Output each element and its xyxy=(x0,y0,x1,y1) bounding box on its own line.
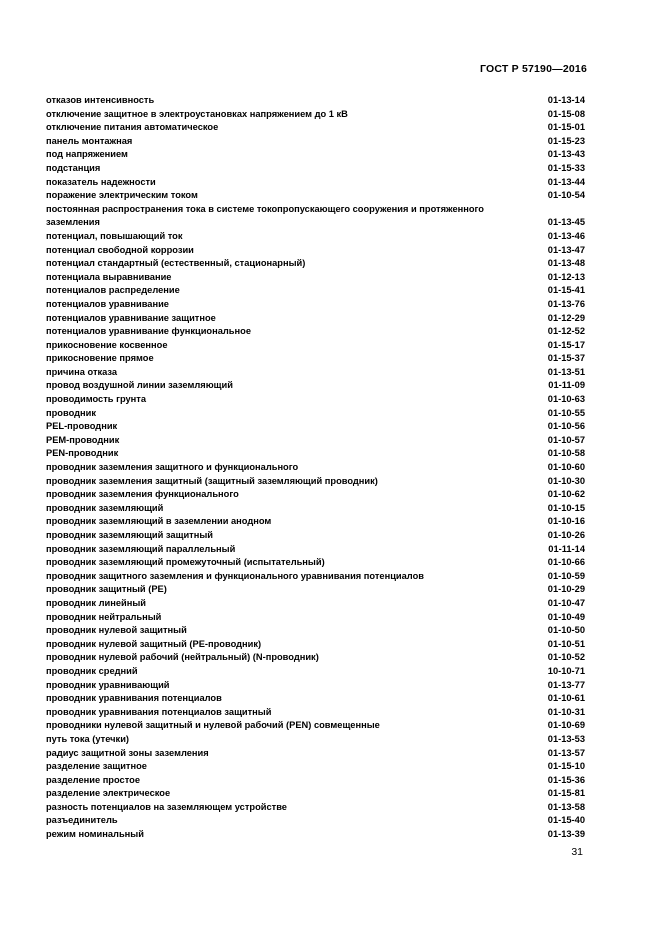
index-term: разделение электрическое xyxy=(46,788,171,799)
index-term: проводимость грунта xyxy=(46,394,147,405)
index-term: под напряжением xyxy=(46,149,128,160)
index-code: 01-15-01 xyxy=(547,122,585,133)
index-term: показатель надежности xyxy=(46,176,156,187)
index-term: потенциалов уравнивание xyxy=(46,298,169,309)
index-term: причина отказа xyxy=(46,366,118,377)
index-term: потенциала выравнивание xyxy=(46,271,172,282)
index-entry xyxy=(46,828,585,842)
index-term: прикосновение прямое xyxy=(46,353,154,364)
index-term: отключение питания автоматическое xyxy=(46,122,219,133)
index-entry xyxy=(46,379,585,393)
index-term: проводник заземляющий промежуточный (испытательный) xyxy=(46,557,325,568)
index-term: прикосновение косвенное xyxy=(46,339,168,350)
index-code: 01-10-66 xyxy=(547,557,585,568)
index-code: 01-10-31 xyxy=(547,706,585,717)
index-code: 01-10-61 xyxy=(547,693,585,704)
index-entry xyxy=(46,148,585,162)
index-entry xyxy=(46,583,585,597)
index-code: 01-13-14 xyxy=(547,95,585,105)
index-code: 01-10-49 xyxy=(547,611,585,622)
index-code: 01-10-29 xyxy=(547,584,585,595)
index-entry xyxy=(46,719,585,733)
index-term: разность потенциалов на заземляющем устройстве xyxy=(46,801,287,812)
index-code: 01-13-46 xyxy=(547,230,585,241)
index-entry xyxy=(46,787,585,801)
index-code: 01-10-50 xyxy=(547,625,585,636)
index-entry xyxy=(46,611,585,625)
index-code: 01-13-76 xyxy=(547,298,585,309)
index-term: подстанция xyxy=(46,162,101,173)
index-code: 01-13-45 xyxy=(547,217,585,228)
index-code: 01-13-53 xyxy=(547,733,585,744)
index-entry xyxy=(46,94,585,108)
index-entry xyxy=(46,760,585,774)
index-entry xyxy=(46,543,585,557)
index-code: 01-10-59 xyxy=(547,570,585,581)
index-term: проводник заземляющий в заземлении анодном xyxy=(46,516,272,527)
index-entry xyxy=(46,733,585,747)
index-entry xyxy=(46,312,585,326)
index-entry xyxy=(46,488,585,502)
index-code: 01-15-10 xyxy=(547,761,585,772)
index-entry xyxy=(46,352,585,366)
index-term: разделение защитное xyxy=(46,761,147,772)
index-entry xyxy=(46,121,585,135)
index-term: проводник заземляющий параллельный xyxy=(46,543,236,554)
index-term: путь тока (утечки) xyxy=(46,733,130,744)
index-code: 01-10-56 xyxy=(547,421,585,432)
index-entry xyxy=(46,801,585,815)
index-entry xyxy=(46,774,585,788)
index-entry xyxy=(46,176,585,190)
index-code: 01-10-51 xyxy=(547,638,585,649)
index-code: 01-10-57 xyxy=(547,434,585,445)
index-code: 01-15-37 xyxy=(547,353,585,364)
index-term: проводник линейный xyxy=(46,597,146,608)
index-entry xyxy=(46,692,585,706)
index-term: провод воздушной линии заземляющий xyxy=(46,380,233,391)
index-term: проводник нулевой защитный (PE-проводник) xyxy=(46,638,262,649)
index-code: 01-13-43 xyxy=(547,149,585,160)
index-entry xyxy=(46,570,585,584)
index-code: 01-10-69 xyxy=(547,720,585,731)
index-code: 01-10-26 xyxy=(547,530,585,540)
index-code: 01-13-51 xyxy=(547,366,585,377)
index-code: 01-10-58 xyxy=(547,448,585,459)
index-term: потенциалов уравнивание защитное xyxy=(46,312,216,323)
index-code: 01-10-52 xyxy=(547,652,585,663)
index-code: 01-15-08 xyxy=(547,108,585,119)
index-code: 01-15-36 xyxy=(547,774,585,785)
index-term: проводник средний xyxy=(46,665,138,676)
index-code: 01-10-47 xyxy=(547,597,585,608)
index-entry xyxy=(46,244,585,258)
document-header xyxy=(480,63,587,75)
index-code: 01-15-41 xyxy=(547,285,585,296)
index-term: проводник уравнивания потенциалов xyxy=(46,693,222,704)
index-term: проводник нулевой рабочий (нейтральный) (N-проводник) xyxy=(46,652,319,663)
index-term: проводник защитного заземления и функционального уравнивания потенциалов xyxy=(46,570,424,581)
index-entry xyxy=(46,679,585,693)
index-term: потенциалов распределение xyxy=(46,285,180,296)
index-term: проводник заземляющий xyxy=(46,502,164,513)
index-term: проводник нулевой защитный xyxy=(46,625,187,636)
index-term: проводник заземляющий защитный xyxy=(46,530,213,540)
index-code: 01-10-60 xyxy=(547,462,585,473)
index-term: разделение простое xyxy=(46,774,140,785)
index-entry xyxy=(46,108,585,122)
term-index-list xyxy=(46,94,585,842)
index-term: потенциал стандартный (естественный, стационарный) xyxy=(46,258,306,269)
index-term: панель монтажная xyxy=(46,135,133,146)
index-entry xyxy=(46,189,585,203)
index-entry xyxy=(46,339,585,353)
index-entry xyxy=(46,407,585,421)
index-term: проводник уравнивающий xyxy=(46,679,170,690)
index-entry xyxy=(46,665,585,679)
index-entry xyxy=(46,298,585,312)
index-code: 01-13-44 xyxy=(547,176,585,187)
index-entry xyxy=(46,203,585,230)
index-entry xyxy=(46,447,585,461)
index-entry xyxy=(46,461,585,475)
index-code: 01-10-30 xyxy=(547,475,585,486)
index-code: 01-13-77 xyxy=(547,679,585,690)
index-term: проводники нулевой защитный и нулевой рабочий (PEN) совмещенные xyxy=(46,720,380,731)
index-entry xyxy=(46,366,585,380)
index-code: 01-13-39 xyxy=(547,829,585,840)
index-term: проводник уравнивания потенциалов защитный xyxy=(46,706,272,717)
index-code: 10-10-71 xyxy=(547,665,585,676)
index-entry xyxy=(46,135,585,149)
index-term: проводник защитный (PE) xyxy=(46,584,167,595)
index-code: 01-10-54 xyxy=(547,190,585,201)
index-entry xyxy=(46,230,585,244)
index-code: 01-15-40 xyxy=(547,815,585,826)
index-code: 01-10-15 xyxy=(547,502,585,513)
index-entry xyxy=(46,706,585,720)
index-entry xyxy=(46,162,585,176)
index-entry xyxy=(46,624,585,638)
index-term: поражение электрическим током xyxy=(46,190,198,201)
index-code: 01-10-55 xyxy=(547,407,585,418)
index-term: потенциал, повышающий ток xyxy=(46,230,183,241)
index-term: проводник заземления функционального xyxy=(46,489,239,500)
index-entry xyxy=(46,556,585,570)
index-entry xyxy=(46,434,585,448)
index-term: разъединитель xyxy=(46,815,118,826)
index-term: проводник xyxy=(46,407,97,418)
index-code: 01-12-52 xyxy=(547,326,585,337)
index-code: 01-15-23 xyxy=(547,135,585,146)
index-entry xyxy=(46,747,585,761)
index-term: проводник заземления защитный (защитный заземляющий проводник) xyxy=(46,475,378,486)
index-code: 01-12-29 xyxy=(547,312,585,323)
index-entry xyxy=(46,638,585,652)
index-code: 01-13-47 xyxy=(547,244,585,255)
index-code: 01-11-14 xyxy=(548,543,585,554)
index-term: проводник заземления защитного и функционального xyxy=(46,462,299,473)
index-term: отключение защитное в электроустановках напряжением до 1 кВ xyxy=(46,108,348,119)
index-code: 01-13-48 xyxy=(547,258,585,269)
index-code: 01-15-33 xyxy=(547,162,585,173)
index-entry xyxy=(46,597,585,611)
index-term: радиус защитной зоны заземления xyxy=(46,747,209,758)
index-term: потенциал свободной коррозии xyxy=(46,244,194,255)
index-code: 01-11-09 xyxy=(548,380,585,391)
index-term: PEL-проводник xyxy=(46,421,118,432)
index-entry xyxy=(46,284,585,298)
index-term: режим номинальный xyxy=(46,829,144,840)
index-entry xyxy=(46,420,585,434)
index-code: 01-13-58 xyxy=(547,801,585,812)
index-term: PEN-проводник xyxy=(46,448,119,459)
index-code: 01-12-13 xyxy=(547,271,585,282)
index-entry xyxy=(46,814,585,828)
index-entry xyxy=(46,271,585,285)
index-entry xyxy=(46,529,585,543)
index-code: 01-10-63 xyxy=(547,394,585,405)
index-term: PEM-проводник xyxy=(46,434,120,445)
standard-designation: ГОСТ Р 57190—2016 xyxy=(479,63,587,75)
index-entry xyxy=(46,515,585,529)
index-entry xyxy=(46,325,585,339)
index-entry xyxy=(46,651,585,665)
index-code: 01-10-16 xyxy=(547,516,585,527)
index-term: проводник нейтральный xyxy=(46,611,162,622)
index-entry xyxy=(46,393,585,407)
index-entry xyxy=(46,475,585,489)
index-code: 01-10-62 xyxy=(547,489,585,500)
index-code: 01-13-57 xyxy=(547,747,585,758)
index-term: потенциалов уравнивание функциональное xyxy=(46,326,251,337)
index-entry xyxy=(46,502,585,516)
index-code: 01-15-81 xyxy=(547,788,585,799)
page-number: 31 xyxy=(571,846,583,858)
index-term: постоянная распространения тока в системе токопропускающего сооружения и протяженного заземления xyxy=(46,203,484,228)
index-term: отказов интенсивность xyxy=(46,95,155,105)
index-code: 01-15-17 xyxy=(547,339,585,350)
index-entry xyxy=(46,257,585,271)
